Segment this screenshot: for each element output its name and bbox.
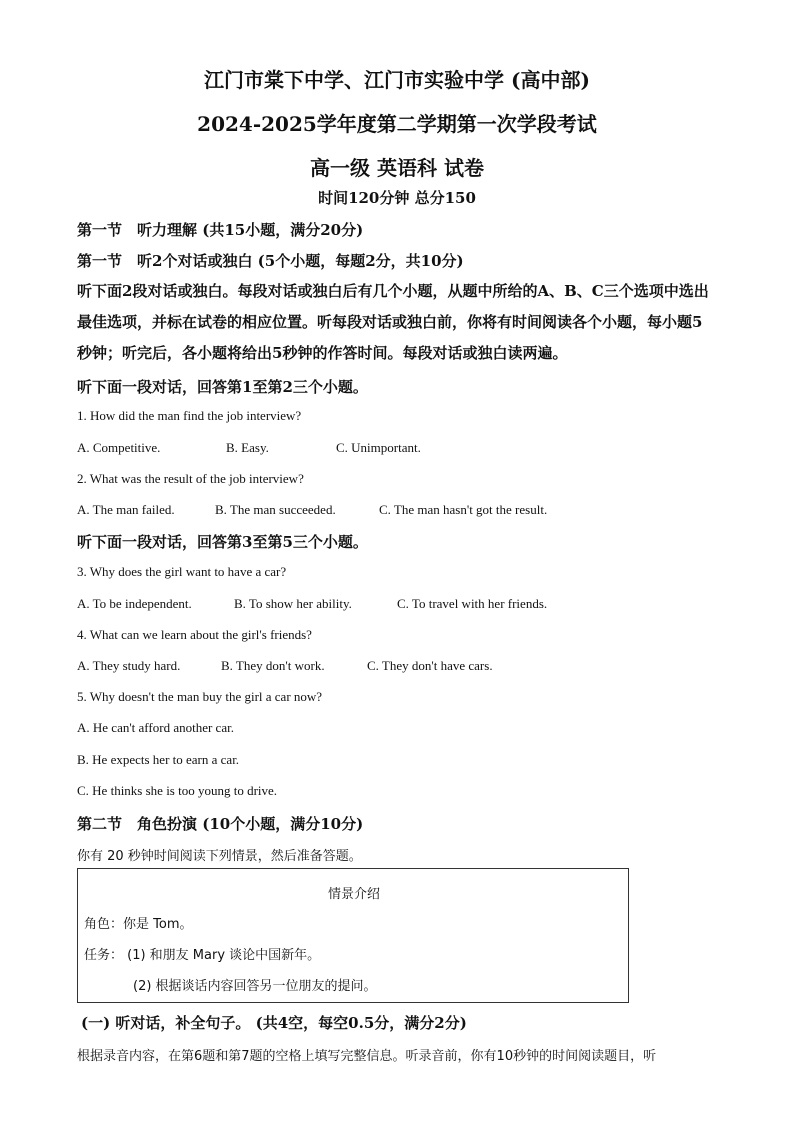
q5-option-b: B. He expects her to earn a car. xyxy=(77,752,240,767)
q1-option-a: A. Competitive. xyxy=(77,440,161,455)
q3-option-c: C. To travel with her friends. xyxy=(397,596,548,611)
dialog2-intro: 听下面一段对话，回答第3至第5三个小题。 xyxy=(77,533,368,551)
q5-option-c: C. He thinks she is too young to drive. xyxy=(77,783,278,798)
q5-option-a: A. He can't afford another car. xyxy=(77,720,234,735)
scenario-task-1: 任务： (1) 和朋友 Mary 谈论中国新年。 xyxy=(84,948,321,963)
scenario-title: 情景介绍 xyxy=(327,887,380,902)
instructions: 听下面2段对话或独白。每段对话或独白后有几个小题，从题中所给的A、B、C三个选项中选出最佳选项，并标在试卷的相应位置。听每段对话或独白前，你将有时间阅读各个小题，每小题5秒钟；听完后，各小题将给出5秒钟的作答时间。每段对话或独白读两遍。 xyxy=(77,282,709,362)
question-2: 2. What was the result of the job interview? xyxy=(77,471,304,486)
school-title: 江门市棠下中学、江门市实验中学 (高中部) xyxy=(204,68,590,92)
sub1-instructions: 根据录音内容，在第6题和第7题的空格上填写完整信息。听录音前，你有10秒钟的时间阅读题目，听 xyxy=(77,1049,657,1064)
q4-option-a: A. They study hard. xyxy=(77,658,181,673)
question-1: 1. How did the man find the job interview? xyxy=(77,408,302,423)
q4-option-b: B. They don't work. xyxy=(221,658,325,673)
scenario-box xyxy=(77,868,629,1003)
exam-title: 2024-2025学年度第二学期第一次学段考试 xyxy=(197,112,597,136)
question-4: 4. What can we learn about the girl's friends? xyxy=(77,627,312,642)
sub1-heading: (一) 听对话，补全句子。 (共4空，每空0.5分，满分2分) xyxy=(81,1014,467,1032)
question-3: 3. Why does the girl want to have a car? xyxy=(77,564,287,579)
section1-heading: 第一节 听2个对话或独白 (5个小题，每题2分，共10分) xyxy=(77,252,464,270)
q2-option-b: B. The man succeeded. xyxy=(215,502,336,517)
q3-option-b: B. To show her ability. xyxy=(234,596,352,611)
dialog1-intro: 听下面一段对话，回答第1至第2三个小题。 xyxy=(77,378,368,396)
scenario-role: 角色：你是 Tom。 xyxy=(84,917,193,932)
reading-note: 你有 20 秒钟时间阅读下列情景，然后准备答题。 xyxy=(77,849,362,864)
paper-title: 高一级 英语科 试卷 xyxy=(310,156,484,180)
time-score: 时间120分钟 总分150 xyxy=(318,189,476,207)
scenario-task-2: (2) 根据谈话内容回答另一位朋友的提问。 xyxy=(133,979,377,994)
question-5: 5. Why doesn't the man buy the girl a car now? xyxy=(77,689,323,704)
q1-option-c: C. Unimportant. xyxy=(336,440,421,455)
part1-heading: 第一节 听力理解 (共15小题，满分20分) xyxy=(77,221,364,239)
q3-option-a: A. To be independent. xyxy=(77,596,192,611)
q2-option-c: C. The man hasn't got the result. xyxy=(379,502,548,517)
part2-heading: 第二节 角色扮演 (10个小题，满分10分) xyxy=(77,815,364,833)
q1-option-b: B. Easy. xyxy=(226,440,269,455)
q4-option-c: C. They don't have cars. xyxy=(367,658,493,673)
q2-option-a: A. The man failed. xyxy=(77,502,175,517)
